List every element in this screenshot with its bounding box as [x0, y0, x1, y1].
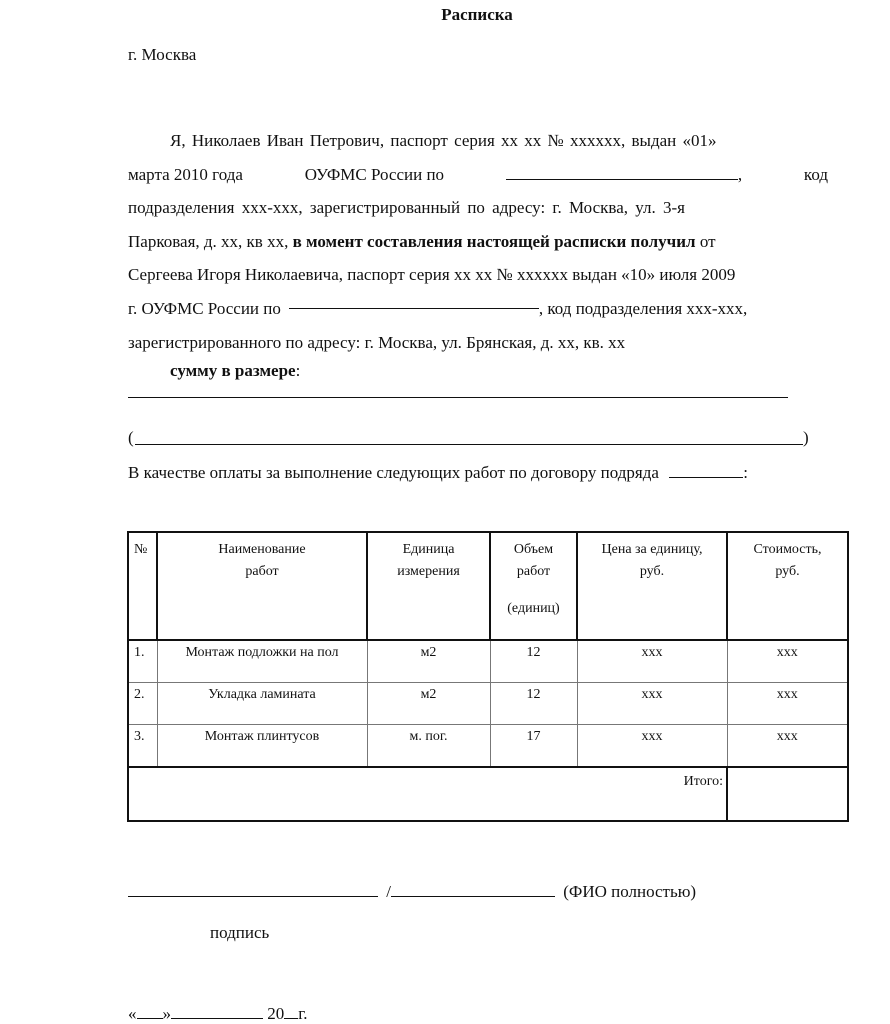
row-cost: ххх: [727, 725, 848, 768]
row-unit-price: ххх: [577, 725, 727, 768]
header-text: работ: [516, 564, 551, 579]
paragraph-line-2: [128, 158, 828, 192]
row-work-name: Монтаж подложки на пол: [157, 640, 367, 683]
signature-blank-field[interactable]: [128, 880, 378, 897]
row-unit: м2: [367, 683, 490, 725]
date-close-quote: »: [162, 1004, 171, 1023]
paragraph-text: ОУФМС России по: [304, 164, 445, 184]
paragraph-text: зарегистрированного по адресу: г. Москва, ул. Брянская, д. хх, кв. хх: [128, 332, 626, 352]
row-number: 2.: [128, 683, 157, 725]
paragraph-text: марта 2010 года: [128, 164, 243, 184]
paragraph-text: от: [695, 231, 716, 251]
header-text: измерения: [397, 564, 460, 579]
date-line: [128, 1002, 308, 1024]
paragraph-line-6: [128, 292, 828, 326]
paragraph-line-1: [128, 124, 828, 158]
header-work-name: [157, 532, 367, 640]
table-header-row: [128, 532, 848, 640]
header-text: руб.: [775, 564, 800, 579]
row-unit: м. пог.: [367, 725, 490, 768]
date-open-quote: «: [128, 1004, 137, 1023]
header-text: Цена за единицу,: [601, 542, 703, 557]
row-number: 3.: [128, 725, 157, 768]
header-number: №: [128, 532, 157, 640]
paragraph-text: подразделения ххх-ххх, зарегистрированный по адресу: г. Москва, ул. 3-я: [128, 198, 685, 218]
table-row: [128, 640, 848, 683]
row-volume: 12: [490, 683, 577, 725]
paragraph-bold-text: в момент составления настоящей расписки получил: [292, 231, 696, 251]
header-text: Объем: [513, 542, 554, 557]
full-name-label: (ФИО полностью): [563, 882, 697, 901]
contract-text: В качестве оплаты за выполнение следующих работ по договору подряда: [128, 463, 659, 482]
row-unit-price: ххх: [577, 640, 727, 683]
row-cost: ххх: [727, 683, 848, 725]
row-unit: м2: [367, 640, 490, 683]
sum-label-text: сумму в размере: [170, 361, 296, 380]
paragraph-text: код: [803, 164, 828, 184]
row-cost: ххх: [727, 640, 848, 683]
header-text: руб.: [639, 564, 665, 579]
receipt-paragraph: [128, 124, 828, 359]
sum-words-close-paren: ): [803, 428, 809, 447]
paragraph-text: г. ОУФМС России по: [128, 298, 281, 318]
header-text: Стоимость,: [753, 542, 822, 557]
row-volume: 12: [490, 640, 577, 683]
row-work-name: Укладка ламината: [157, 683, 367, 725]
sum-words-open-paren: (: [128, 428, 134, 447]
paragraph-text: Парковая, д. хх, кв хх,: [128, 231, 293, 251]
total-value-field[interactable]: [727, 767, 848, 821]
paragraph-text: , код подразделения ххх-ххх,: [538, 298, 748, 318]
row-volume: 17: [490, 725, 577, 768]
row-work-name: Монтаж плинтусов: [157, 725, 367, 768]
city-label: г. Москва: [128, 45, 197, 64]
second-issuing-office-blank-field[interactable]: [289, 292, 539, 309]
table-row: [128, 683, 848, 725]
signature-slash: /: [386, 882, 391, 901]
header-volume: [490, 532, 577, 640]
date-year-suffix: г.: [298, 1004, 308, 1023]
signature-line: [128, 880, 696, 902]
signature-caption: подпись: [210, 923, 270, 942]
date-month-blank-field[interactable]: [171, 1002, 263, 1019]
header-text: Единица: [402, 542, 455, 557]
date-year-blank-field[interactable]: [284, 1002, 298, 1019]
row-unit-price: ххх: [577, 683, 727, 725]
header-cost: [727, 532, 848, 640]
sum-label-colon: :: [295, 361, 301, 380]
issuing-office-blank-field[interactable]: [506, 163, 738, 180]
date-day-blank-field[interactable]: [137, 1002, 163, 1019]
paragraph-text: ,: [737, 164, 743, 184]
table-row: [128, 725, 848, 768]
sum-words-blank-field[interactable]: [135, 428, 803, 445]
document-title: Расписка: [441, 5, 513, 24]
paragraph-text: Я, Николаев Иван Петрович, паспорт серия хх хх № хххххх, выдан «01»: [170, 131, 717, 150]
sum-digits-blank-field[interactable]: [128, 397, 788, 398]
contract-line: [128, 461, 748, 483]
paragraph-line-4: [128, 225, 828, 259]
date-year-prefix: 20: [267, 1004, 285, 1023]
paragraph-text: Сергеева Игоря Николаевича, паспорт серия хх хх № хххххх выдан «10» июля 2009: [128, 265, 736, 285]
header-unit-price: [577, 532, 727, 640]
paragraph-line-7: [128, 326, 828, 360]
header-text: Наименование: [218, 542, 306, 557]
paragraph-line-5: [128, 258, 828, 292]
paragraph-line-3: [128, 191, 828, 225]
contract-number-blank-field[interactable]: [669, 461, 743, 478]
header-text: (единиц): [507, 601, 560, 616]
works-table: [127, 531, 849, 822]
full-name-blank-field[interactable]: [391, 880, 555, 897]
contract-colon: :: [743, 463, 748, 482]
header-unit: [367, 532, 490, 640]
header-text: работ: [245, 564, 279, 579]
table-total-row: [128, 767, 848, 821]
sum-label: [170, 361, 300, 381]
total-label: Итого:: [128, 767, 727, 821]
row-number: 1.: [128, 640, 157, 683]
